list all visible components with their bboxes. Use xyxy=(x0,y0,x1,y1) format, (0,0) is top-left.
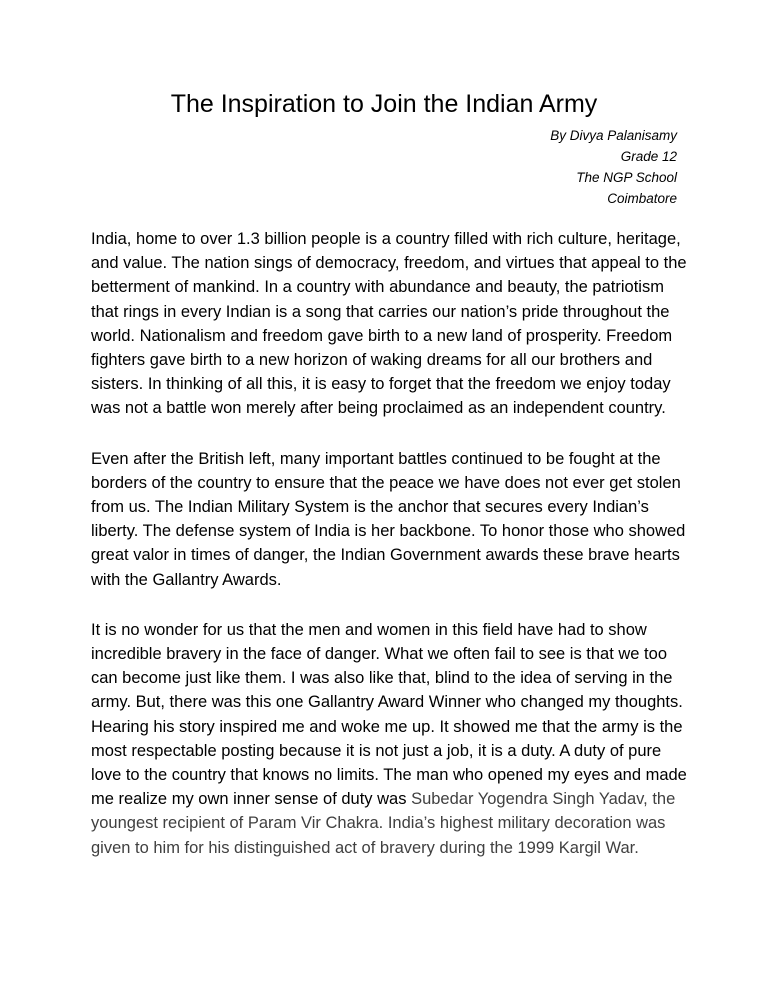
byline-school: The NGP School xyxy=(576,170,677,185)
paragraph-3-text: It is no wonder for us that the men and women in this field have had to show incredible bravery in the face of danger. What we often fail to see is that we too can become just like them. I was also like that, blind to the idea of serving in the army. But, there was this one Gallantry Award Winner who changed my thoughts. Hearing his story inspired me and woke me up. It showed me that the army is the most respectable posting because it is not just a job, it is a duty. A duty of pure love to the country that knows no limits. The man who opened my eyes and made me realize my own inner sense of duty was xyxy=(91,620,687,809)
byline xyxy=(550,125,677,209)
document-title: The Inspiration to Join the Indian Army xyxy=(170,90,598,118)
paragraph-1: India, home to over 1.3 billion people is a country filled with rich culture, heritage, and value. The nation sings of democracy, freedom, and virtues that appeal to the betterment of mankind. In a country with abundance and beauty, the patriotism that rings in every Indian is a song that carries our nation’s pride throughout the world. Nationalism and freedom gave birth to a new land of prosperity. Freedom fighters gave birth to a new horizon of waking dreams for all our brothers and sisters. In thinking of all this, it is easy to forget that the freedom we enjoy today was not a battle won merely after being proclaimed as an independent country. xyxy=(91,230,687,418)
byline-grade: Grade 12 xyxy=(620,149,677,164)
byline-author: By Divya Palanisamy xyxy=(550,128,677,143)
byline-city: Coimbatore xyxy=(607,191,677,206)
highlighted-text: Subedar Yogendra Singh Yadav, the youngest recipient of Param Vir Chakra. India’s highest military decoration was given to him for his distinguished act of bravery during the 1999 Kargil War. xyxy=(91,790,676,857)
paragraph-2: Even after the British left, many important battles continued to be fought at the borders of the country to ensure that the peace we have does not ever get stolen from us. The Indian Military System is the anchor that secures every Indian’s liberty. The defense system of India is her backbone. To honor those who showed great valor in times of danger, the Indian Government awards these brave hearts with the Gallantry Awards. xyxy=(91,449,686,589)
paragraph-3 xyxy=(91,618,691,860)
essay-body xyxy=(91,227,691,886)
